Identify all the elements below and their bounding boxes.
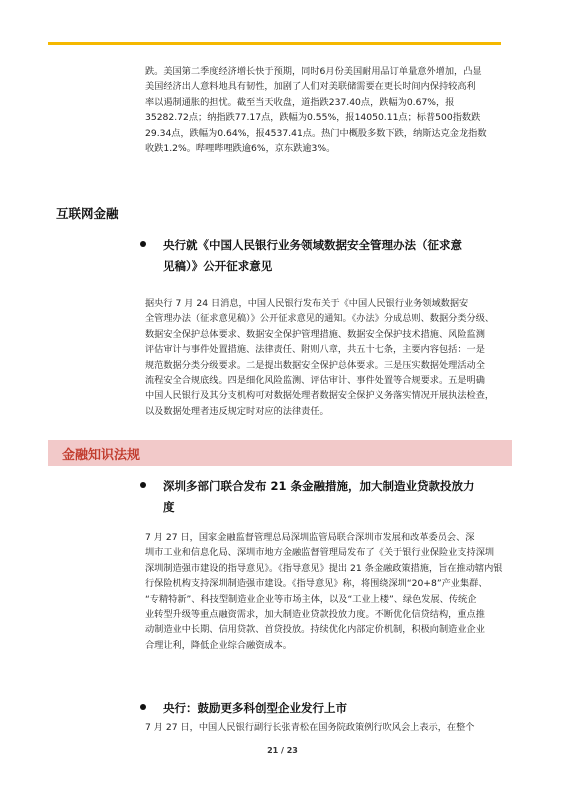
text-line: 据央行 7 月 24 日消息，中国人民银行发布关于《中国人民银行业务领域数据安 xyxy=(145,298,469,309)
us-market-paragraph xyxy=(145,64,513,156)
bullet-icon xyxy=(140,241,146,247)
text-line: 评估审计与事件处置措施、法律责任、附则八章，共五十七条，主要内容包括：一是 xyxy=(145,344,485,356)
text-line: 美国经济出人意料地具有韧性，加剧了人们对美联储需要在更长时间内保持较高利 xyxy=(145,81,476,93)
title-line: 深圳多部门联合发布 21 条金融措施，加大制造业贷款投放力 xyxy=(163,479,475,493)
text-line: “专精特新”、科技型制造业企业等市场主体，以及“工业上楼”、绿色发展、传统企 xyxy=(145,593,477,605)
title-line: 见稿）》公开征求意见 xyxy=(163,259,273,273)
text-line: 数据安全保护总体要求、数据安全保护管理措施、数据安全保护技术措施、风险监测 xyxy=(145,328,485,340)
pbc-data-security-paragraph xyxy=(145,296,513,419)
text-line: 率以遏制通胀的担忧。截至当天收盘，道指跌237.40点，跌幅为0.67%，报 xyxy=(145,96,455,108)
text-line: 收跌1.2%。哔哩哔哩跌逾6%，京东跌逾3%。 xyxy=(145,143,336,155)
section-heading-internet-finance: 互联网金融 xyxy=(56,206,119,221)
text-line: 全管理办法（征求意见稿）》公开征求意见的通知。《办法》分成总则、数据分类分级、 xyxy=(145,313,495,325)
text-line: 29.34点，跌幅为0.64%，报4537.41点。热门中概股多数下跌，纳斯达克金龙指数 xyxy=(145,127,487,139)
header-rule xyxy=(48,42,501,45)
bullet-icon xyxy=(140,704,146,710)
section-banner-financial-knowledge xyxy=(48,440,512,466)
text-line: 流程安全合规底线。四是细化风险监测、评估审计、事件处置等合规要求。五是明确 xyxy=(145,375,485,387)
text-line: 规范数据分类分级要求。二是提出数据安全保护总体要求。三是压实数据处理活动全 xyxy=(145,359,485,371)
text-line: 35282.72点；纳指跌77.17点，跌幅为0.55%，报14050.11点；标普500指数跌 xyxy=(145,112,481,124)
text-line: 合理让利，降低企业综合融资成本。 xyxy=(145,639,292,651)
title-line: 央行：鼓励更多科创型企业发行上市 xyxy=(163,701,347,715)
text-line: 圳市工业和信息化局、深圳市地方金融监督管理局发布了《关于银行业保险业支持深圳 xyxy=(145,547,495,559)
text-line: 动制造业中长期、信用贷款、首贷投放。持续优化内部定价机制，积极向制造业企业 xyxy=(145,624,485,636)
page-number: 21 / 23 xyxy=(267,746,298,755)
bullet-icon xyxy=(140,482,146,488)
banner-title: 金融知识法规 xyxy=(62,448,141,463)
text-line: 跌。美国第二季度经济增长快于预期，同时6月份美国耐用品订单量意外增加，凸显 xyxy=(145,66,482,77)
text-line: 7 月 27 日，中国人民银行副行长张青松在国务院政策例行吹风会上表示，在整个 xyxy=(145,722,475,733)
pbc-tech-listing-paragraph xyxy=(145,720,513,735)
text-line: 以及数据处理者违反规定时对应的法律责任。 xyxy=(145,405,329,417)
text-line: 业转型升级等重点融资需求，加大制造业贷款投放力度。不断优化信贷结构，重点推 xyxy=(145,609,485,621)
text-line: 中国人民银行及其分支机构可对数据处理者数据安全保护义务落实情况开展执法检查， xyxy=(145,390,495,402)
text-line: 深圳制造强市建设的指导意见》。《指导意见》提出 21 条金融政策措施，旨在推动辖内银 xyxy=(145,562,503,574)
shenzhen-measures-paragraph xyxy=(145,530,513,653)
title-line: 度 xyxy=(163,500,175,514)
title-line: 央行就《中国人民银行业务领域数据安全管理办法（征求意 xyxy=(163,238,462,252)
text-line: 行保险机构支持深圳制造强市建设。《指导意见》称，将围绕深圳“20+8”产业集群、 xyxy=(145,578,488,590)
text-line: 7 月 27 日，国家金融监督管理总局深圳监管局联合深圳市发展和改革委员会、深 xyxy=(145,532,475,543)
